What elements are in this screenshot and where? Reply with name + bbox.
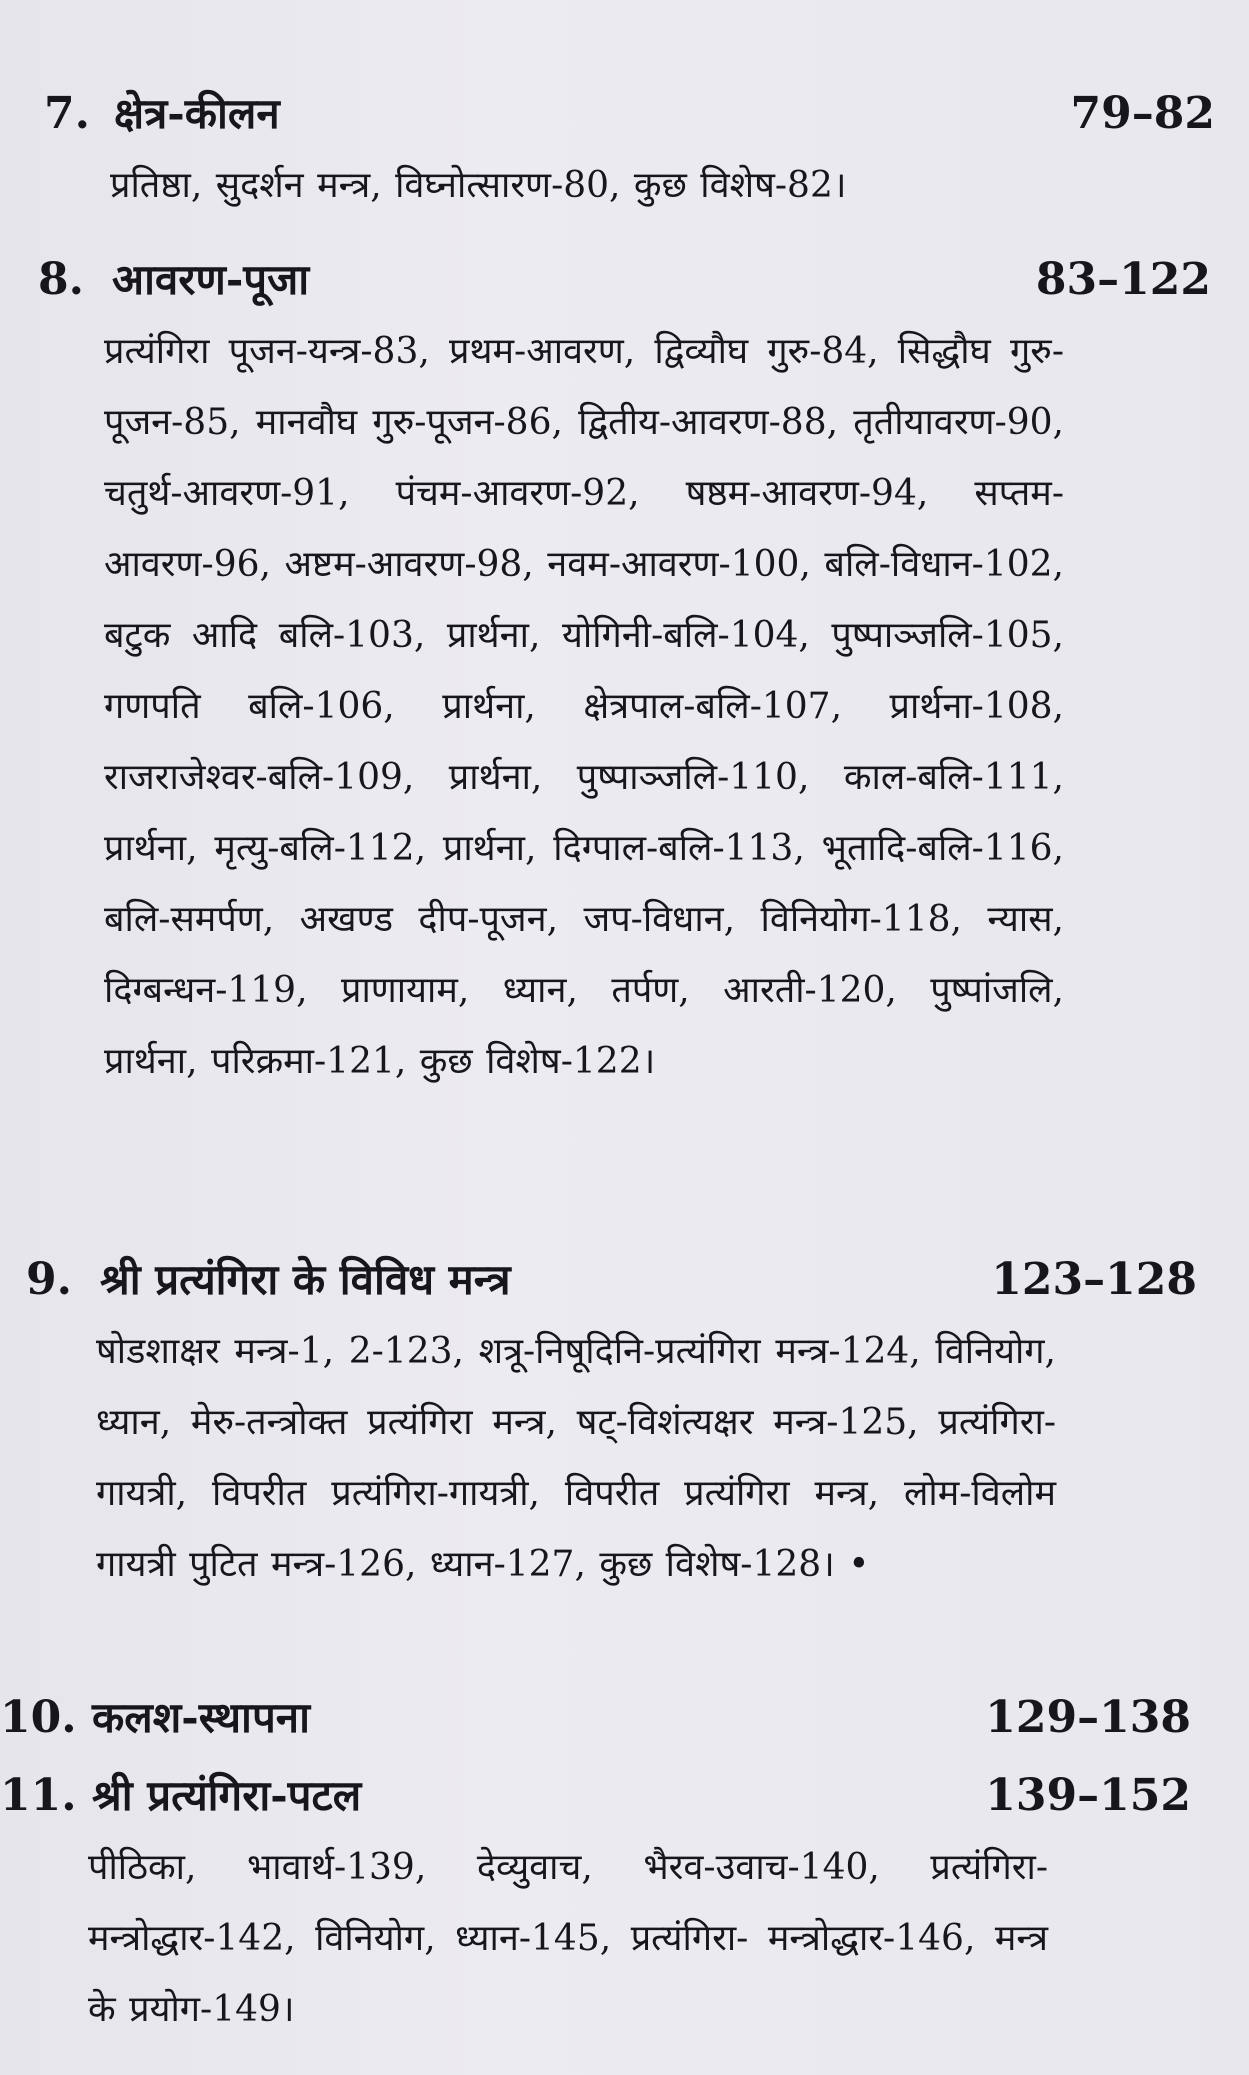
entry-heading-row: [0, 248, 1249, 312]
entry-number: 11.: [0, 1770, 77, 1821]
entry-page-range: 79–82: [1070, 88, 1215, 139]
entry-number: 7.: [44, 88, 90, 139]
toc-entry-11: [0, 1764, 1249, 2030]
toc-entry-10: [0, 1686, 1249, 1750]
entry-heading-row: [0, 1764, 1249, 1828]
toc-entry-8: [0, 248, 1249, 1082]
entry-description: प्रतिष्ठा, सुदर्शन मन्त्र, विघ्नोत्सारण-80, कुछ विशेष-82।: [110, 165, 847, 206]
entry-number: 8.: [38, 254, 84, 305]
entry-description: पीठिका, भावार्थ-139, देव्युवाच, भैरव-उवाच-140, प्रत्यंगिरा-मन्त्रोद्धार-142, विनियोग, ध्यान-145, प्रत्यंगिरा- मन्त्रोद्धार-146, मन्त्र के प्रयोग-149।: [88, 1847, 1048, 2030]
entry-title: क्षेत्र-कीलन: [114, 89, 280, 138]
entry-description: प्रत्यंगिरा पूजन-यन्त्र-83, प्रथम-आवरण, द्विव्यौघ गुरु-84, सिद्धौघ गुरु-पूजन-85, मानवौघ गुरु-पूजन-86, द्वितीय-आवरण-88, तृतीयावरण-90, चतुर्थ-आवरण-91, पंचम-आवरण-92, षष्ठम-आवरण-94, सप्तम-आवरण-96, अष्टम-आवरण-98, नवम-आवरण-100, बलि-विधान-102, बटुक आदि बलि-103, प्रार्थना, योगिनी-बलि-104, पुष्पाञ्जलि-105, गणपति बलि-106, प्रार्थना, क्षेत्रपाल-बलि-107, प्रार्थना-108, राजराजेश्वर-बलि-109, प्रार्थना, पुष्पाञ्जलि-110, काल-बलि-111, प्रार्थना, मृत्यु-बलि-112, प्रार्थना, दिग्पाल-बलि-113, भूतादि-बलि-116, बलि-समर्पण, अखण्ड दीप-पूजन, जप-विधान, विनियोग-118, न्यास, दिग्बन्धन-119, प्राणायाम, ध्यान, तर्पण, आरती-120, पुष्पांजलि, प्रार्थना, परिक्रमा-121, कुछ विशेष-122।: [104, 331, 1064, 1082]
entry-page-range: 129–138: [985, 1692, 1191, 1743]
toc-entry-9: [0, 1248, 1249, 1585]
entry-heading-row: [0, 82, 1249, 146]
entry-page-range: 139–152: [985, 1770, 1191, 1821]
entry-page-range: 123–128: [991, 1254, 1197, 1305]
entry-title: कलश-स्थापना: [92, 1693, 310, 1742]
entry-title: श्री प्रत्यंगिरा के विविध मन्त्र: [100, 1255, 511, 1304]
entry-description: षोडशाक्षर मन्त्र-1, 2-123, शत्रू-निषूदिनि-प्रत्यंगिरा मन्त्र-124, विनियोग, ध्यान, मेरु-तन्त्रोक्त प्रत्यंगिरा मन्त्र, षट्-विशंत्यक्षर मन्त्र-125, प्रत्यंगिरा-गायत्री, विपरीत प्रत्यंगिरा-गायत्री, विपरीत प्रत्यंगिरा मन्त्र, लोम-विलोम गायत्री पुटित मन्त्र-126, ध्यान-127, कुछ विशेष-128। •: [96, 1331, 1056, 1585]
toc-entry-7: [0, 82, 1249, 206]
entry-heading-row: [0, 1686, 1249, 1750]
entry-number: 10.: [0, 1692, 77, 1743]
entry-heading-row: [0, 1248, 1249, 1312]
entry-number: 9.: [26, 1254, 72, 1305]
entry-title: श्री प्रत्यंगिरा-पटल: [92, 1771, 362, 1820]
entry-page-range: 83–122: [1035, 254, 1211, 305]
entry-title: आवरण-पूजा: [112, 255, 310, 304]
